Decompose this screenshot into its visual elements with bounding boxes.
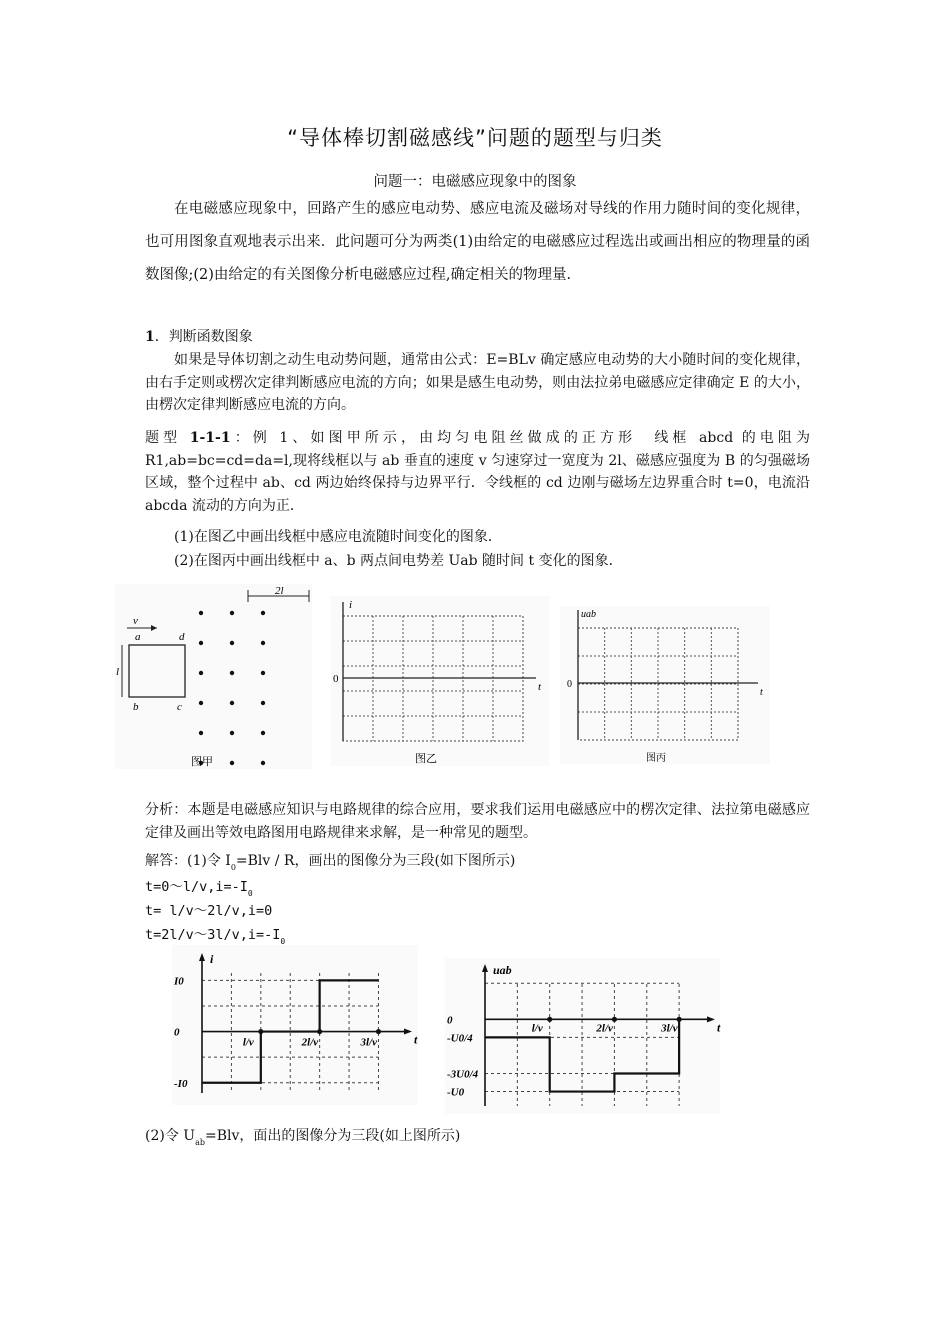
field-dot: [230, 611, 234, 615]
answer-2-intro: (2)令 U: [145, 1128, 196, 1144]
section-heading-text: 判断函数图象: [168, 329, 253, 345]
magnetic-field-dots: [199, 611, 265, 765]
x-tick-label: 3l/v: [360, 1036, 377, 1049]
y-tick-label: -U0/4: [447, 1032, 473, 1045]
y-axis-label: i: [349, 599, 353, 611]
subscript-ab: ab: [195, 1138, 205, 1147]
field-dot: [261, 641, 265, 645]
intro-paragraph: 在电磁感应现象中，回路产生的感应电动势、感应电流及磁场对导线的作用力随时间的变化规律，也可用图象直观地表示出来．此问题可分为两类(1)由给定的电磁感应过程选出或画出相应的物理量的函数图像;(2)由给定的有关图像分析电磁感应过程,确定相关的物理量.: [145, 201, 810, 283]
x-tick-dot: [547, 1017, 552, 1022]
x-tick-label: 2l/v: [596, 1022, 613, 1035]
problem-text: ：例 1、如图甲所示，由均匀电阻丝做成的正方形 线框 abcd 的电阻为 R1,ab=bc=cd=da=l,现将线框以与 ab 垂直的速度 v 匀速穿过一宽度为 2l、磁感应强度为 B 的匀强磁场区域，整个过程中 ab、cd 两边始终保持与边界平行．令线框的 cd 边刚与磁场左边界重合时 t=0，电流沿 abcda 流动的方向为正．: [145, 430, 810, 514]
field-dot: [199, 701, 203, 705]
section-title: 问题一：电磁感应现象中的图象: [373, 174, 577, 190]
problem-statement: [145, 427, 810, 517]
y-tick-label: 0: [174, 1026, 180, 1039]
figure-yi: [331, 596, 549, 766]
field-dot: [230, 761, 234, 765]
section-paragraph: 如果是导体切割之动生电动势问题，通常由公式：E=BLv 确定感应电动势的大小随时间的变化规律，由右手定则或楞次定律判断感应电流的方向；如果是感生电动势，则由法拉弟电磁感应定律确定 E 的大小，由楞次定律判断感应电流的方向。: [145, 352, 810, 413]
side-length-label: l: [116, 666, 120, 678]
x-axis-label: t: [414, 1032, 418, 1047]
section-separator: ．: [154, 329, 169, 345]
x-tick-dot: [376, 1029, 381, 1034]
subscript-0: 0: [230, 863, 236, 872]
segment-3-sub: 0: [280, 937, 286, 946]
segment-1-text: t=0～l/v,i=-I: [145, 879, 248, 895]
velocity-arrowhead: [151, 625, 157, 631]
analysis-paragraph: 分析：本题是电磁感应知识与电路规律的综合应用，要求我们运用电磁感应中的楞次定律、法拉第电磁感应定律及画出等效电路图用电路规律来求解，是一种常见的题型。: [145, 802, 810, 841]
segment-3-text: t=2l/v～3l/v,i=-I: [145, 927, 281, 943]
field-dot: [230, 701, 234, 705]
answer-intro-rest: =Blv / R，画出的图像分为三段(如下图所示): [235, 853, 516, 869]
caption-yi: 图乙: [415, 753, 437, 765]
x-tick-dot: [612, 1017, 617, 1022]
x-axis-label: t: [717, 1020, 721, 1035]
origin-label: 0: [567, 679, 572, 690]
y-axis-arrow: [482, 964, 488, 972]
origin-label: 0: [333, 673, 339, 685]
corner-d: d: [179, 631, 185, 643]
section-heading: [145, 326, 810, 349]
x-tick-label: 2l/v: [301, 1036, 319, 1049]
field-dot: [230, 731, 234, 735]
section-number: 1: [145, 329, 155, 345]
field-dot: [199, 731, 203, 735]
velocity-label: v: [133, 615, 138, 627]
x-axis-label: t: [760, 687, 763, 698]
x-tick-label: 3l/v: [661, 1022, 678, 1035]
field-dot: [261, 761, 265, 765]
page-title: “导体棒切割磁感线”问题的题型与归类: [287, 126, 663, 150]
y-axis-label: i: [210, 952, 214, 966]
field-dot: [261, 611, 265, 615]
field-dot: [199, 671, 203, 675]
problem-number: 1-1-1: [189, 430, 231, 446]
grid-lines: [578, 628, 738, 740]
y-tick-label: I0: [174, 975, 184, 988]
width-label: 2l: [275, 585, 284, 597]
field-dot: [261, 731, 265, 735]
segment-1-sub: 0: [247, 889, 253, 898]
field-dot: [230, 671, 234, 675]
caption-bing: 图丙: [646, 753, 666, 764]
question-1: (1)在图乙中画出线框中感应电流随时间变化的图象．: [174, 529, 502, 545]
segment-2: t= l/v～2l/v,i=0: [145, 903, 273, 919]
figure-jia: [115, 584, 312, 769]
question-2: (2)在图丙中画出线框中 a、b 两点间电势差 Uab 随时间 t 变化的图象．: [174, 553, 623, 569]
square-frame: [129, 645, 185, 697]
field-dot: [199, 611, 203, 615]
answer-2-rest: =Blv，面出的图像分为三段(如上图所示): [204, 1128, 461, 1144]
field-dot: [230, 641, 234, 645]
field-dot: [261, 671, 265, 675]
x-axis-arrow: [404, 1029, 412, 1035]
y-axis-arrow: [199, 953, 205, 961]
corner-c: c: [177, 701, 182, 713]
field-dot: [261, 701, 265, 705]
corner-b: b: [133, 701, 139, 713]
corner-a: a: [135, 631, 141, 643]
answer-line-2: [145, 1125, 810, 1155]
caption-jia: 图甲: [191, 756, 213, 768]
answer-chart-voltage: [445, 958, 720, 1114]
x-tick-label: l/v: [531, 1022, 543, 1035]
answer-intro: 解答：(1)令 I: [145, 853, 231, 869]
y-tick-label: -3U0/4: [447, 1068, 479, 1081]
problem-label: 题型: [145, 430, 190, 446]
x-tick-label: l/v: [242, 1036, 254, 1049]
x-axis-arrow: [707, 1016, 715, 1022]
field-dot: [199, 641, 203, 645]
y-tick-label: -U0: [447, 1086, 465, 1099]
y-axis-label: uab: [581, 609, 596, 620]
y-axis-label: uab: [493, 963, 512, 977]
figure-bing: [560, 606, 770, 764]
answer-chart-current: [172, 945, 418, 1105]
y-tick-label: 0: [447, 1014, 453, 1027]
x-axis-label: t: [538, 681, 542, 693]
y-tick-label: -I0: [174, 1077, 188, 1090]
